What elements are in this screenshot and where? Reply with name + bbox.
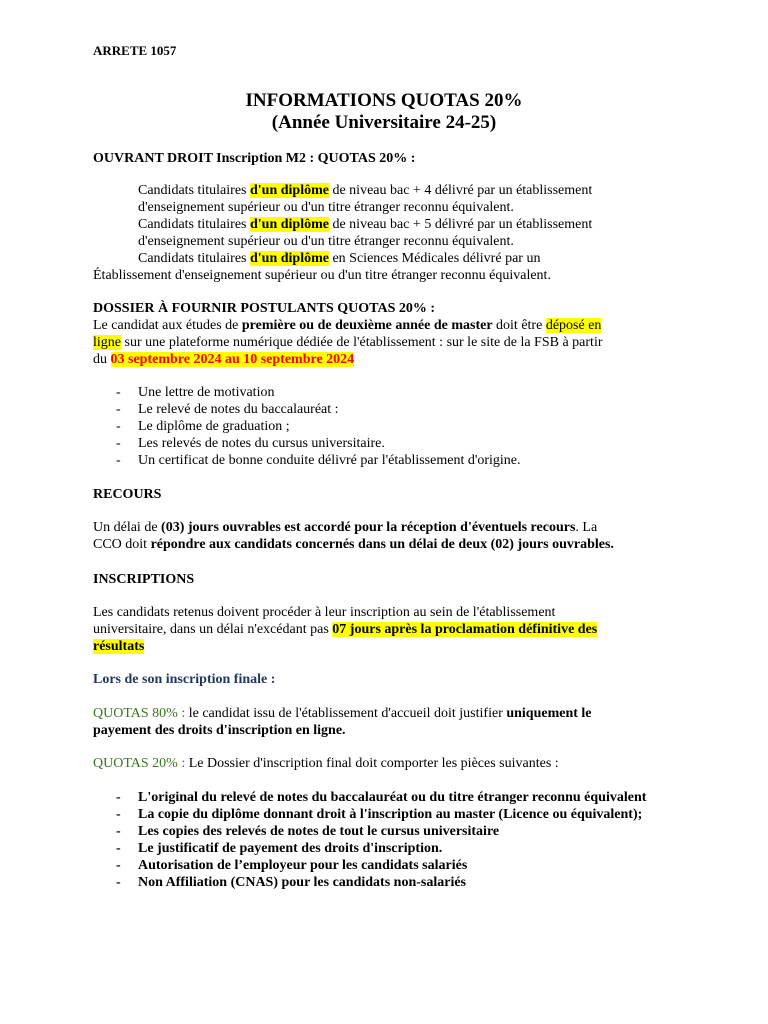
inscriptions-paragraph: Les candidats retenus doivent procéder à leur inscription au sein de l'établissement universitaire, dans un délai n'excédant pas 07 jours après la proclamation définitive des résultats bbox=[93, 605, 598, 654]
quota-80-paragraph: QUOTAS 80% : le candidat issu de l'établissement d'accueil doit justifier uniquement le payement des droits d'inscription en ligne. bbox=[93, 706, 592, 738]
recours-heading: RECOURS bbox=[93, 487, 162, 502]
list-item: - Les relevés de notes du cursus universitaire. bbox=[93, 435, 668, 452]
document-subtitle: (Année Universitaire 24-25) bbox=[271, 112, 497, 133]
highlight-diplome: d'un diplôme bbox=[249, 183, 329, 198]
list-item: - L'original du relevé de notes du baccalauréat ou du titre étranger reconnu équivalent bbox=[93, 789, 653, 806]
highlight-diplome: d'un diplôme bbox=[249, 217, 329, 232]
list-item: - La copie du diplôme donnant droit à l'inscription au master (Licence ou équivalent); bbox=[93, 806, 653, 823]
condition-3: Candidats titulaires d'un diplôme en Sciences Médicales délivré par un bbox=[138, 251, 541, 266]
highlight-depose: déposé en bbox=[545, 318, 602, 333]
highlight-diplome: d'un diplôme bbox=[249, 251, 329, 266]
list-item: - Le diplôme de graduation ; bbox=[93, 418, 668, 435]
list-item: - Une lettre de motivation bbox=[93, 384, 668, 401]
condition-3-cont: Établissement d'enseignement supérieur ou d'un titre étranger reconnu équivalent. bbox=[93, 268, 551, 283]
ouvrant-heading: OUVRANT DROIT Inscription M2 : QUOTAS 20% : bbox=[93, 151, 416, 166]
quota-20-label: QUOTAS 20% : bbox=[93, 756, 186, 771]
quota-80-label: QUOTAS 80% : bbox=[93, 706, 186, 721]
highlight-ligne: ligne bbox=[93, 335, 121, 350]
list-item: - Non Affiliation (CNAS) pour les candidats non-salariés bbox=[93, 874, 653, 891]
date-range: 03 septembre 2024 au 10 septembre 2024 bbox=[110, 352, 355, 367]
dossier-heading: DOSSIER À FOURNIR POSTULANTS QUOTAS 20% : bbox=[93, 301, 436, 316]
condition-2: Candidats titulaires d'un diplôme de niveau bac + 5 délivré par un établissement d'enseignement supérieur ou d'un titre étranger reconnu équivalent. bbox=[138, 217, 593, 249]
list-item: - Les copies des relevés de notes de tout le cursus universitaire bbox=[93, 823, 653, 840]
quota-20-paragraph: QUOTAS 20% : Le Dossier d'inscription final doit comporter les pièces suivantes : bbox=[93, 756, 559, 771]
dossier-list bbox=[93, 384, 668, 469]
highlight-resultats: résultats bbox=[93, 639, 145, 654]
recours-paragraph: Un délai de (03) jours ouvrables est accordé pour la réception d'éventuels recours. La CCO doit répondre aux candidats concernés dans un délai de deux (02) jours ouvrables. bbox=[93, 520, 614, 552]
dossier-paragraph: Le candidat aux études de première ou de deuxième année de master doit être déposé en ligne sur une plateforme numérique dédiée de l'établissement : sur le site de la FSB à partir du 03 septembre 2024 au 10 septembre 2024 bbox=[93, 318, 603, 367]
finale-heading: Lors de son inscription finale : bbox=[93, 672, 276, 687]
list-item: - Un certificat de bonne conduite délivré par l'établissement d'origine. bbox=[93, 452, 668, 469]
inscriptions-heading: INSCRIPTIONS bbox=[93, 572, 195, 587]
arrete-number: ARRETE 1057 bbox=[93, 43, 177, 58]
list-item: - Le justificatif de payement des droits d'inscription. bbox=[93, 840, 653, 857]
document-title: INFORMATIONS QUOTAS 20% bbox=[245, 90, 523, 111]
condition-1: Candidats titulaires d'un diplôme de niveau bac + 4 délivré par un établissement d'enseignement supérieur ou d'un titre étranger reconnu équivalent. bbox=[138, 183, 593, 215]
final-list bbox=[93, 789, 653, 891]
list-item: - Autorisation de l’employeur pour les candidats salariés bbox=[93, 857, 653, 874]
highlight-delai: 07 jours après la proclamation définitive des bbox=[332, 622, 598, 637]
list-item: - Le relevé de notes du baccalauréat : bbox=[93, 401, 668, 418]
